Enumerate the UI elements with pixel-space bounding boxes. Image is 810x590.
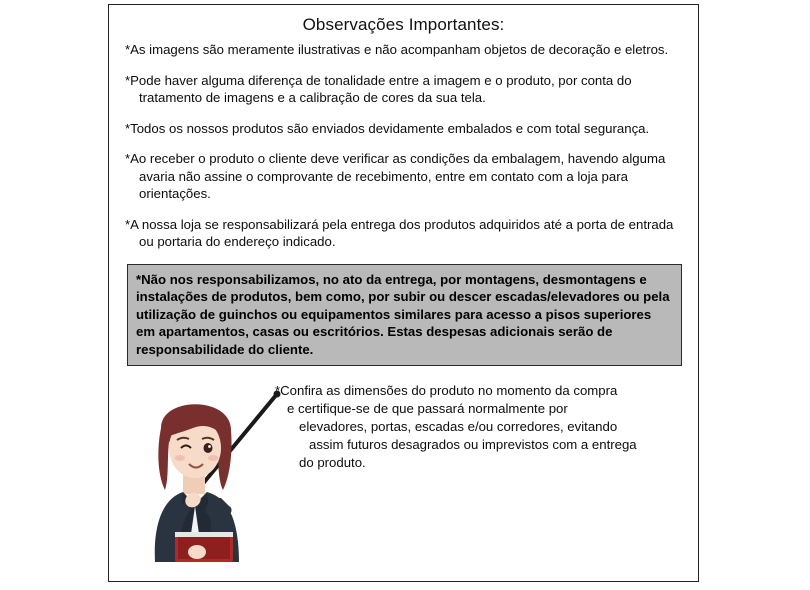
notice-panel xyxy=(108,4,699,582)
bottom-note xyxy=(275,382,695,472)
bottom-note-line: assim futuros desagrados ou imprevistos com a entrega xyxy=(309,437,637,453)
bottom-note-line: do produto. xyxy=(299,455,366,471)
bottom-note-line: *Confira as dimensões do produto no momento da compra xyxy=(275,383,618,399)
notes-list xyxy=(109,41,698,562)
highlighted-disclaimer: *Não nos responsabilizamos, no ato da entrega, por montagens, desmontagens e instalações de produtos, bem como, por subir ou descer escadas/elevadores ou pela utilização de guinchos ou equipamentos similares para acesso a pisos superiores em apartamentos, casas ou escritórios. Estas despesas adicionais serão de responsabilidade do cliente. xyxy=(127,264,682,367)
note-item: *As imagens são meramente ilustrativas e não acompanham objetos de decoração e eletros. xyxy=(125,42,669,57)
note-item: *A nossa loja se responsabilizará pela entrega dos produtos adquiridos até a porta de entrada ou portaria do endereço indicado. xyxy=(125,216,674,249)
bottom-note-line: e certifique-se de que passará normalmente por xyxy=(287,401,568,417)
note-item: *Pode haver alguma diferença de tonalidade entre a imagem e o produto, por conta do tratamento de imagens e a calibração de cores da sua tela. xyxy=(125,72,632,105)
bottom-section xyxy=(125,376,684,562)
note-item: *Todos os nossos produtos são enviados devidamente embalados e com total segurança. xyxy=(125,120,650,136)
page-title: Observações Importantes: xyxy=(302,15,505,34)
bottom-note-line: elevadores, portas, escadas e/ou corredores, evitando xyxy=(299,419,618,435)
note-item: *Ao receber o produto o cliente deve verificar as condições da embalagem, havendo alguma avaria não assine o comprovante de recebimento, entre em contato com a loja para orientações. xyxy=(125,151,666,201)
book xyxy=(175,532,233,562)
